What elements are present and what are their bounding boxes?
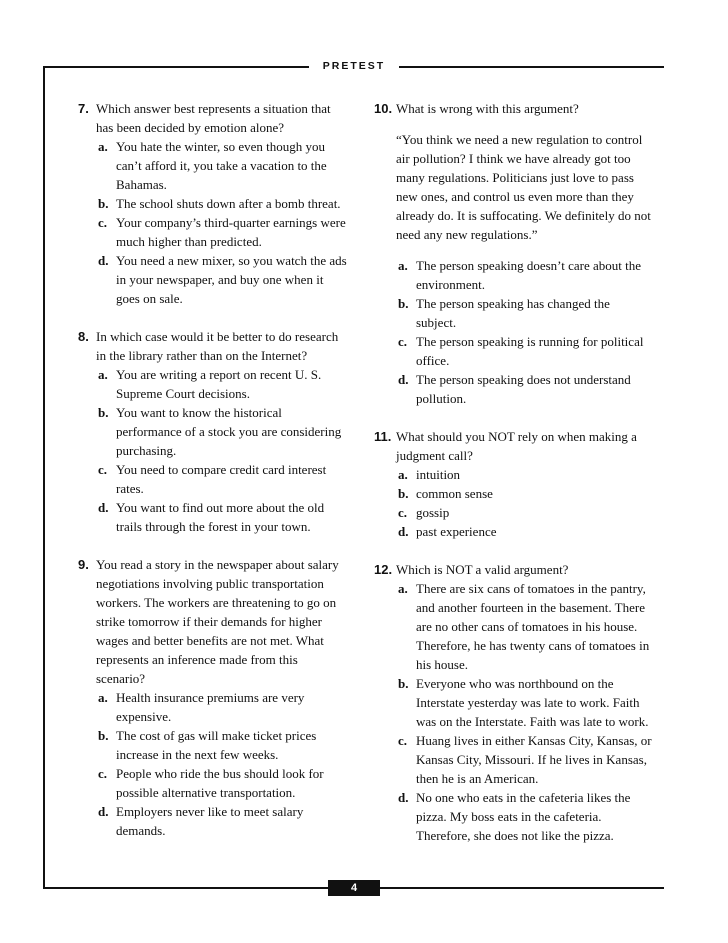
question-number: 12. — [374, 562, 393, 577]
option-b[interactable] — [98, 194, 348, 213]
option-letter: b. — [398, 486, 409, 501]
question-number: 11. — [374, 429, 392, 444]
option-b[interactable] — [98, 726, 348, 764]
option-a[interactable] — [398, 579, 652, 674]
option-text: The person speaking is running for political office. — [416, 334, 644, 368]
option-c[interactable] — [398, 332, 652, 370]
section-header: PRETEST — [309, 58, 399, 74]
option-b[interactable] — [398, 674, 652, 731]
option-text: The school shuts down after a bomb threat. — [116, 196, 341, 211]
option-d[interactable] — [398, 370, 652, 408]
option-letter: d. — [98, 500, 109, 515]
option-letter: b. — [98, 728, 109, 743]
option-letter: d. — [98, 804, 109, 819]
option-letter: b. — [398, 676, 409, 691]
option-text: The person speaking does not understand pollution. — [416, 372, 631, 406]
option-c[interactable] — [98, 460, 348, 498]
question-number: 10. — [374, 101, 393, 116]
question-10 — [374, 99, 652, 408]
option-d[interactable] — [398, 788, 652, 845]
left-column — [78, 99, 348, 859]
question-stem: You read a story in the newspaper about salary negotiations involving public transportation workers. The workers are threatening to go on strike tomorrow if their demands for higher wages and better benefits are not met. What represents an inference made from this scenario? — [96, 557, 339, 686]
option-letter: b. — [98, 405, 109, 420]
answer-options — [96, 365, 348, 536]
option-text: You want to know the historical performance of a stock you are considering purchasing. — [116, 405, 342, 458]
option-b[interactable] — [98, 403, 348, 460]
option-letter: c. — [98, 462, 108, 477]
question-8 — [78, 327, 348, 536]
option-letter: c. — [398, 733, 408, 748]
question-11 — [374, 427, 652, 541]
question-stem: Which is NOT a valid argument? — [396, 562, 569, 577]
option-text: Your company’s third-quarter earnings were much higher than predicted. — [116, 215, 346, 249]
option-a[interactable] — [98, 365, 348, 403]
option-letter: a. — [98, 690, 108, 705]
option-text: Everyone who was northbound on the Interstate yesterday was late to work. Faith was on the Interstate. Faith was late to work. — [416, 676, 649, 729]
answer-options — [96, 137, 348, 308]
option-d[interactable] — [98, 802, 348, 840]
option-text: intuition — [416, 467, 461, 482]
question-stem: What is wrong with this argument? — [396, 101, 579, 116]
question-number: 8. — [78, 329, 89, 344]
option-text: You need to compare credit card interest rates. — [116, 462, 327, 496]
option-letter: a. — [98, 367, 108, 382]
option-a[interactable] — [98, 137, 348, 194]
option-d[interactable] — [98, 498, 348, 536]
option-text: gossip — [416, 505, 450, 520]
option-text: The person speaking doesn’t care about the environment. — [416, 258, 642, 292]
option-text: The person speaking has changed the subject. — [416, 296, 610, 330]
answer-options — [396, 579, 652, 845]
question-number: 7. — [78, 101, 89, 116]
question-number: 9. — [78, 557, 89, 572]
option-text: You hate the winter, so even though you can’t afford it, you take a vacation to the Bahamas. — [116, 139, 327, 192]
option-a[interactable] — [398, 256, 652, 294]
option-letter: c. — [398, 505, 408, 520]
option-letter: d. — [398, 790, 409, 805]
option-c[interactable] — [98, 213, 348, 251]
option-letter: b. — [98, 196, 109, 211]
option-letter: c. — [98, 215, 108, 230]
option-letter: a. — [398, 581, 408, 596]
option-letter: a. — [398, 467, 408, 482]
option-letter: b. — [398, 296, 409, 311]
option-text: Health insurance premiums are very expensive. — [116, 690, 305, 724]
option-letter: d. — [98, 253, 109, 268]
question-stem: What should you NOT rely on when making a judgment call? — [396, 429, 637, 463]
option-d[interactable] — [398, 522, 652, 541]
option-letter: c. — [398, 334, 408, 349]
option-letter: a. — [98, 139, 108, 154]
right-column — [374, 99, 652, 864]
argument-quote: “You think we need a new regulation to control air pollution? I think we have already got too many regulations. Politicians just love to pass new ones, and control us even more than they already do. It is suffocating. We definitely do not need any new regulations.” — [396, 132, 651, 242]
option-letter: c. — [98, 766, 108, 781]
question-12 — [374, 560, 652, 845]
option-a[interactable] — [398, 465, 652, 484]
option-b[interactable] — [398, 484, 652, 503]
answer-options — [396, 256, 652, 408]
option-letter: a. — [398, 258, 408, 273]
option-d[interactable] — [98, 251, 348, 308]
frame-left-rule — [43, 66, 45, 888]
option-letter: d. — [398, 372, 409, 387]
option-letter: d. — [398, 524, 409, 539]
question-stem: In which case would it be better to do research in the library rather than on the Internet? — [96, 329, 339, 363]
question-9 — [78, 555, 348, 840]
option-b[interactable] — [398, 294, 652, 332]
option-text: The cost of gas will make ticket prices increase in the next few weeks. — [116, 728, 317, 762]
option-c[interactable] — [398, 731, 652, 788]
option-text: People who ride the bus should look for possible alternative transportation. — [116, 766, 324, 800]
option-a[interactable] — [98, 688, 348, 726]
answer-options — [96, 688, 348, 840]
option-text: past experience — [416, 524, 497, 539]
option-text: You want to find out more about the old trails through the forest in your town. — [116, 500, 325, 534]
option-text: Huang lives in either Kansas City, Kansas, or Kansas City, Missouri. If he lives in Kansas, then he is an American. — [416, 733, 652, 786]
answer-options — [396, 465, 652, 541]
option-c[interactable] — [398, 503, 652, 522]
question-stem: Which answer best represents a situation that has been decided by emotion alone? — [96, 101, 331, 135]
page-number: 4 — [328, 880, 380, 896]
option-c[interactable] — [98, 764, 348, 802]
option-text: You need a new mixer, so you watch the ads in your newspaper, and buy one when it goes on sale. — [116, 253, 347, 306]
question-7 — [78, 99, 348, 308]
option-text: common sense — [416, 486, 493, 501]
option-text: No one who eats in the cafeteria likes the pizza. My boss eats in the cafeteria. Therefore, she does not like the pizza. — [416, 790, 631, 843]
option-text: There are six cans of tomatoes in the pantry, and another fourteen in the basement. There are no other cans of tomatoes in his house. Therefore, he has twenty cans of tomatoes in his house. — [416, 581, 650, 672]
option-text: You are writing a report on recent U. S. Supreme Court decisions. — [116, 367, 322, 401]
option-text: Employers never like to meet salary demands. — [116, 804, 304, 838]
